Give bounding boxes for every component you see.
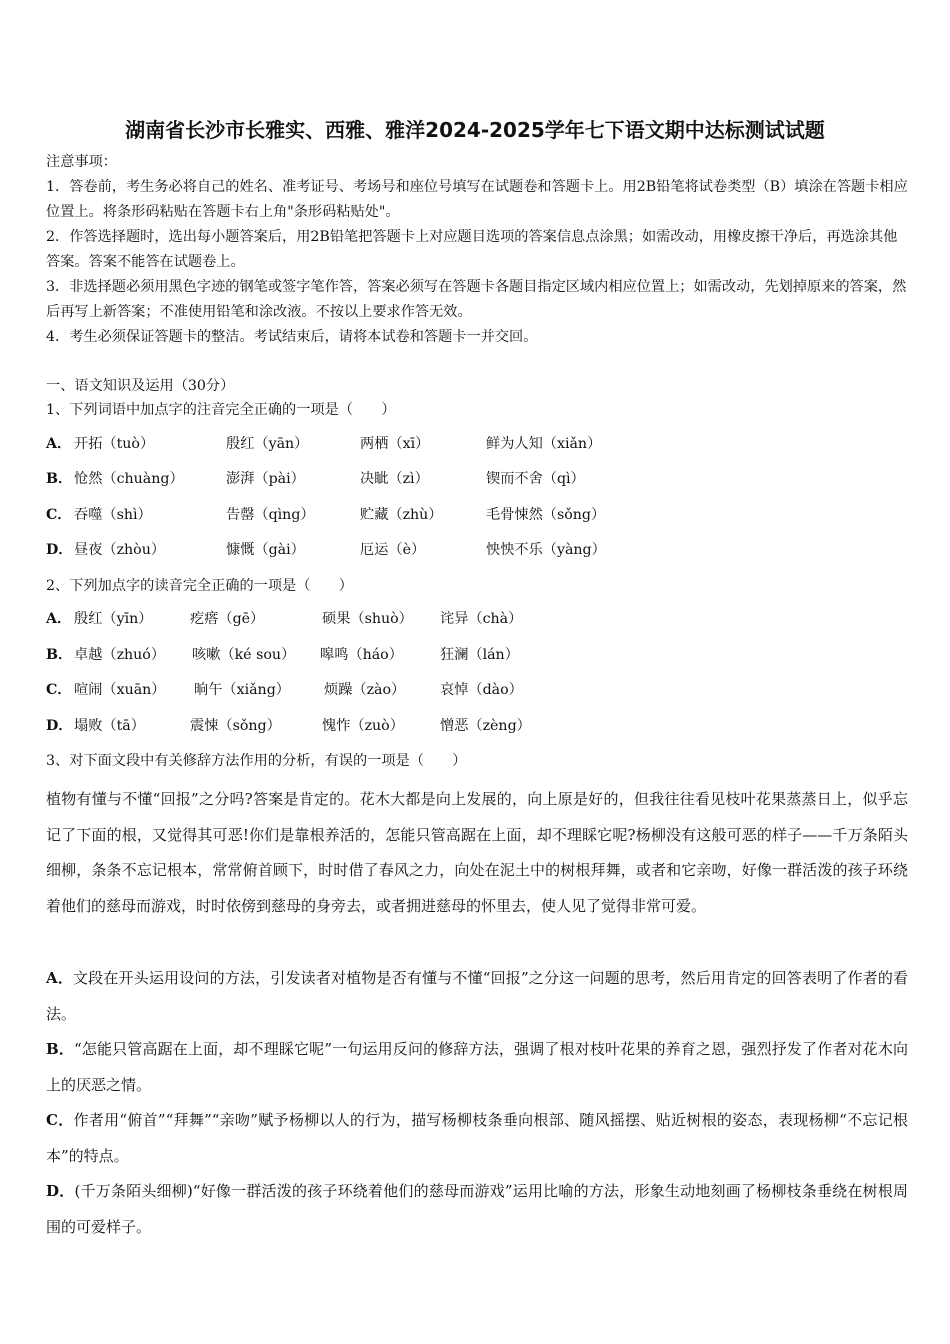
reading-passage: 植物有懂与不懂“回报”之分吗?答案是肯定的。花木大都是向上发展的，向上原是好的，但我往往看见枝叶花果蒸蒸日上，似乎忘记了下面的根，又觉得其可恶!你们是靠根养活的，怎能只管高踞在上面，却不理睬它呢?杨柳没有这般可恶的样子——千万条陌头细柳，条条不忘记根本，常常俯首顾下，时时借了春风之力，向处在泥土中的树根拜舞，或者和它亲吻，好像一群活泼的孩子环绕着他们的慈母而游戏，时时依傍到慈母的身旁去，或者拥进慈母的怀里去，使人见了觉得非常可爱。 — [46, 790, 908, 915]
option-item: 诧异（chà） — [440, 611, 523, 627]
option-item: 吞噬（shì） — [74, 507, 152, 523]
note-item: 3．非选择题必须用黑色字迹的钢笔或签字笔作答，答案必须写在答题卡各题目指定区域内相应位置上；如需改动，先划掉原来的答案，然后再写上新答案；不准使用铅笔和涂改液。不按以上要求作答无效。 — [46, 279, 907, 320]
q3-options — [46, 961, 908, 1245]
option-item: 殷红（yīn） — [74, 611, 153, 627]
option-letter: B． — [46, 1040, 74, 1058]
note-item: 1．答卷前，考生务必将自己的姓名、准考证号、考场号和座位号填写在试题卷和答题卡上。用2B铅笔将试卷类型（B）填涂在答题卡相应位置上。将条形码粘贴在答题卡右上角"条形码粘贴处"。 — [46, 179, 908, 220]
option-item: 晌午（xiǎng） — [194, 682, 290, 698]
option-text: 作者用“俯首”“拜舞”“亲吻”赋予杨柳以人的行为，描写杨柳枝条垂向根部、随风摇摆、贴近树根的姿态，表现杨柳“不忘记根本”的特点。 — [46, 1111, 908, 1165]
option-item: 澎湃（pài） — [226, 471, 305, 487]
notes-block — [46, 150, 908, 350]
note-item: 4．考生必须保证答题卡的整洁。考试结束后，请将本试卷和答题卡一并交回。 — [46, 329, 538, 345]
option-letter: D． — [46, 542, 73, 558]
option-item: 疙瘩（gē） — [190, 611, 265, 627]
option-item: 决眦（zì） — [360, 471, 429, 487]
option-letter: D． — [46, 718, 73, 734]
q3-option-d[interactable] — [46, 1174, 908, 1245]
option-text: 文段在开头运用设问的方法，引发读者对植物是否有懂与不懂“回报”之分这一问题的思考，然后用肯定的回答表明了作者的看法。 — [46, 969, 909, 1023]
option-letter: C． — [46, 682, 72, 698]
section-heading: 一、语文知识及运用（30分） — [46, 378, 235, 394]
option-item: 两栖（xī） — [360, 436, 430, 452]
option-item: 哀悼（dào） — [440, 682, 523, 698]
option-item: 咳嗽（ké sou） — [192, 647, 296, 663]
option-letter: D． — [46, 1182, 75, 1200]
option-item: 告罄（qìng） — [226, 507, 315, 523]
option-item: 塌败（tā） — [74, 718, 145, 734]
option-item: 愧怍（zuò） — [322, 718, 404, 734]
option-item: 开拓（tuò） — [74, 436, 155, 452]
option-letter: A． — [46, 436, 72, 452]
option-item: 嗥鸣（háo） — [320, 647, 403, 663]
q3-option-b[interactable] — [46, 1032, 908, 1103]
option-letter: B． — [46, 647, 73, 663]
option-letter: A． — [46, 969, 73, 987]
q3-option-c[interactable] — [46, 1103, 908, 1174]
option-item: 慷慨（gài） — [226, 542, 305, 558]
option-item: 殷红（yān） — [226, 436, 309, 452]
q3-option-a[interactable] — [46, 961, 908, 1032]
option-item: 震悚（sǒng） — [190, 718, 281, 734]
question-2-stem: 2、下列加点字的读音完全正确的一项是（ ） — [46, 578, 353, 594]
option-letter: C． — [46, 1111, 74, 1129]
notes-heading: 注意事项： — [46, 154, 117, 170]
option-item: 憎恶（zèng） — [440, 718, 531, 734]
option-item: 厄运（è） — [360, 542, 426, 558]
question-3-stem: 3、对下面文段中有关修辞方法作用的分析，有误的一项是（ ） — [46, 753, 467, 769]
option-item: 昼夜（zhòu） — [74, 542, 166, 558]
option-letter: A． — [46, 611, 72, 627]
option-item: 贮藏（zhù） — [360, 507, 443, 523]
option-item: 鲜为人知（xiǎn） — [486, 436, 602, 452]
option-item: 卓越（zhuó） — [74, 647, 166, 663]
option-letter: B． — [46, 471, 73, 487]
option-text: (千万条陌头细柳)“好像一群活泼的孩子环绕着他们的慈母而游戏”运用比喻的方法，形象生动地刻画了杨柳枝条垂绕在树根周围的可爱样子。 — [46, 1182, 909, 1236]
option-item: 喧闹（xuān） — [74, 682, 166, 698]
option-item: 硕果（shuò） — [322, 611, 413, 627]
note-item: 2．作答选择题时，选出每小题答案后，用2B铅笔把答题卡上对应题目选项的答案信息点涂黑；如需改动，用橡皮擦干净后，再选涂其他答案。答案不能答在试题卷上。 — [46, 229, 898, 270]
option-letter: C． — [46, 507, 72, 523]
page-title: 湖南省长沙市长雅实、西雅、雅洋2024-2025学年七下语文期中达标测试试题 — [125, 118, 825, 142]
option-item: 锲而不舍（qì） — [486, 471, 585, 487]
option-text: “怎能只管高踞在上面，却不理睬它呢”一句运用反问的修辞方法，强调了根对枝叶花果的养育之恩，强烈抒发了作者对花木向上的厌恶之情。 — [46, 1040, 908, 1094]
option-item: 狂澜（lán） — [440, 647, 519, 663]
option-item: 烦躁（zào） — [324, 682, 406, 698]
option-item: 怆然（chuàng） — [74, 471, 184, 487]
option-item: 毛骨悚然（sǒng） — [486, 507, 606, 523]
option-item: 怏怏不乐（yàng） — [486, 542, 606, 558]
question-1-stem: 1、下列词语中加点字的注音完全正确的一项是（ ） — [46, 402, 396, 418]
